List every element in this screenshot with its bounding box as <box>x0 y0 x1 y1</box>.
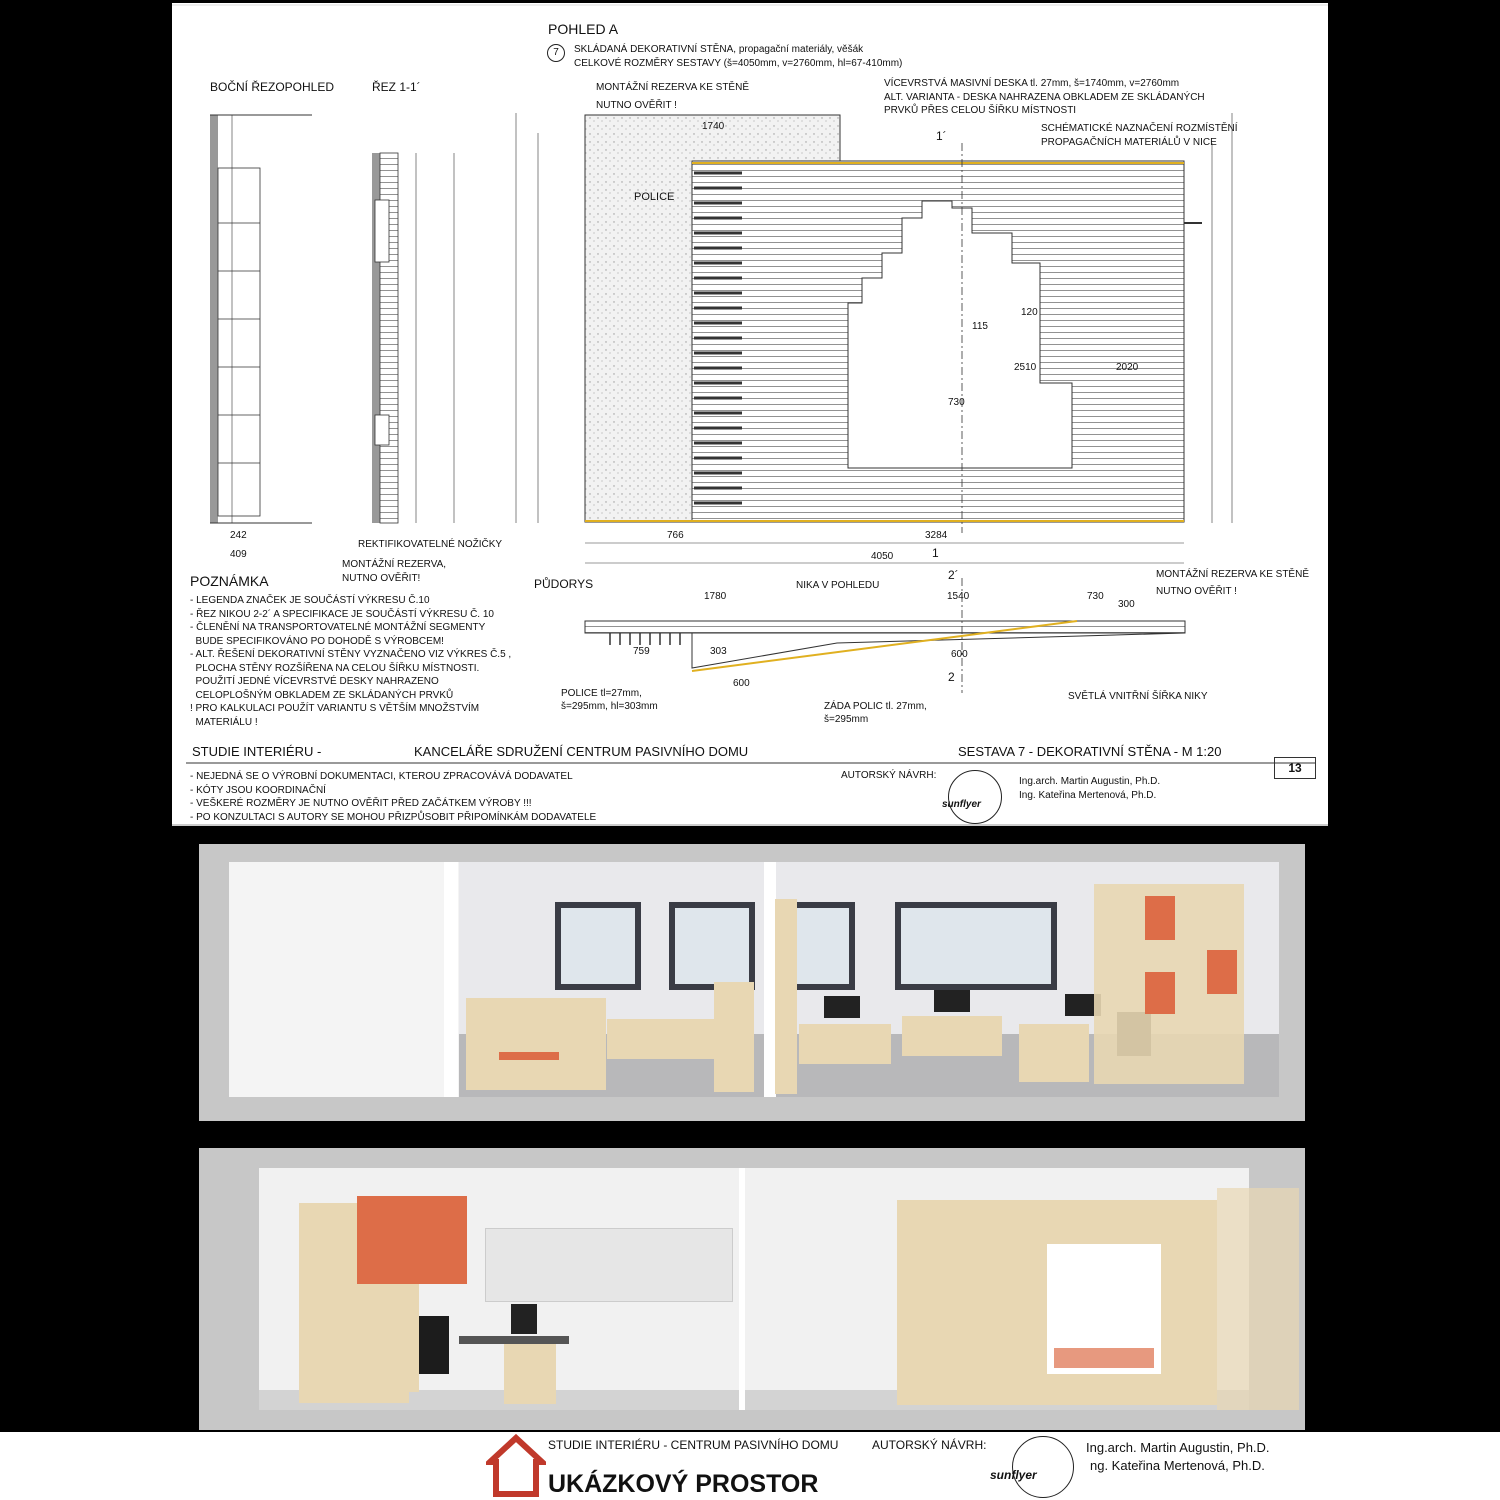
title-middle: KANCELÁŘE SDRUŽENÍ CENTRUM PASIVNÍHO DOMU <box>414 744 749 759</box>
dim-560: 120 <box>1021 307 1038 318</box>
note-alt-2: PRVKŮ PŘES CELOU ŠÍŘKU MÍSTNOSTI <box>884 105 1077 116</box>
page-footer <box>0 1432 1500 1500</box>
footer-author-label: AUTORSKÝ NÁVRH: <box>872 1438 987 1452</box>
dim-3284: 3284 <box>925 530 948 541</box>
section-mark-2prime: 2´ <box>948 568 959 582</box>
author-2: Ing. Kateřina Mertenová, Ph.D. <box>1019 790 1157 801</box>
desk-top <box>459 1336 569 1344</box>
note-reserve: MONTÁŽNÍ REZERVA KE STĚNĚ <box>596 82 749 93</box>
side-section-title: BOČNÍ ŘEZOPOHLED <box>210 80 335 94</box>
note-schematic-2: PROPAGAČNÍCH MATERIÁLŮ V NICE <box>1041 137 1217 148</box>
dim-303: 303 <box>710 646 727 657</box>
note-item: - ŘEZ NIKOU 2-2´ A SPECIFIKACE JE SOUČÁSTÍ VÝKRESU Č. 10 <box>190 608 494 620</box>
author-1: Ing.arch. Martin Augustin, Ph.D. <box>1019 776 1161 787</box>
dim-1100: 730 <box>948 397 965 408</box>
disclaimer-item: - PO KONZULTACI S AUTORY SE MOHOU PŘIZPŮSOBIT PŘIPOMÍNKÁM DODAVATELE <box>190 811 597 823</box>
dim-759: 759 <box>633 646 650 657</box>
dim-660: 2510 <box>1014 362 1037 373</box>
plan-title: PŮDORYS <box>534 577 594 591</box>
plan-back-2: š=295mm <box>824 714 869 725</box>
plan-back-1: ZÁDA POLIC tl. 27mm, <box>824 701 927 712</box>
reception-desk <box>466 998 606 1090</box>
logo-text: sunflyer <box>942 799 981 810</box>
desk <box>607 1019 717 1059</box>
dim-730-plan: 730 <box>1087 591 1104 602</box>
note-alt-1: ALT. VARIANTA - DESKA NAHRAZENA OBKLADEM ZE SKLÁDANÝCH <box>884 92 1205 103</box>
author-label: AUTORSKÝ NÁVRH: <box>841 770 937 781</box>
whiteboard <box>485 1228 733 1302</box>
page-number: 13 <box>1274 757 1316 779</box>
note-verify-2: NUTNO OVĚŘIT! <box>342 573 421 584</box>
item-callout: 7 <box>547 44 565 62</box>
note-item: - ALT. ŘEŠENÍ DEKORATIVNÍ STĚNY VYZNAČENO VIZ VÝKRES Č.5 , <box>190 649 512 660</box>
disclaimer-item: - NEJEDNÁ SE O VÝROBNÍ DOKUMENTACI, KTEROU ZPRACOVÁVÁ DODAVATEL <box>190 771 573 782</box>
footer-study: STUDIE INTERIÉRU - CENTRUM PASIVNÍHO DOMU <box>548 1438 839 1452</box>
desk <box>799 1024 891 1064</box>
drawing-sheet <box>172 3 1328 826</box>
window <box>555 902 641 990</box>
panel <box>714 982 754 1092</box>
note-item: CELOPLOŠNÝM OBKLADEM ZE SKLÁDANÝCH PRVKŮ <box>190 689 454 701</box>
plan-shelf-1: POLICE tl=27mm, <box>561 688 642 699</box>
note-item: BUDE SPECIFIKOVÁNO PO DOHODĚ S VÝROBCEM! <box>190 635 444 647</box>
disclaimer-item: - VEŠKERÉ ROZMĚRY JE NUTNO OVĚŘIT PŘED ZAČÁTKEM VÝROBY !!! <box>190 798 532 809</box>
column <box>775 899 797 1094</box>
note-reserve-2: MONTÁŽNÍ REZERVA, <box>342 559 447 570</box>
dim-1540: 1540 <box>947 591 970 602</box>
window <box>669 902 755 990</box>
dim-300: 300 <box>1118 599 1135 610</box>
monitor <box>511 1304 537 1334</box>
item-dimensions: CELKOVÉ ROZMĚRY SESTAVY (š=4050mm, v=2760mm, hl=67-410mm) <box>574 58 903 69</box>
disclaimer-list <box>190 770 596 824</box>
dim-766: 766 <box>667 530 684 541</box>
note-item: ! PRO KALKULACI POUŽÍT VARIANTU S VĚTŠÍM MNOŽSTVÍM <box>190 703 480 714</box>
label-police: POLICE <box>634 191 675 203</box>
notes-list <box>190 594 530 729</box>
title-left: STUDIE INTERIÉRU - <box>192 744 322 759</box>
plan-niche-width: SVĚTLÁ VNITŘNÍ ŠÍŘKA NIKY <box>1068 691 1208 702</box>
item-description: SKLÁDANÁ DEKORATIVNÍ STĚNA, propagační materiály, věšák <box>574 44 864 55</box>
hex-shelf <box>367 1284 419 1392</box>
dim-100: 115 <box>972 321 988 332</box>
note-item: MATERIÁLU ! <box>190 716 258 728</box>
sunflyer-logo-icon <box>1012 1436 1074 1498</box>
plan-reserve: MONTÁŽNÍ REZERVA KE STĚNĚ <box>1156 569 1309 580</box>
window <box>895 902 1057 990</box>
note-board: VÍCEVRSTVÁ MASIVNÍ DESKA tl. 27mm, š=1740mm, v=2760mm <box>884 78 1180 89</box>
title-right: SESTAVA 7 - DEKORATIVNÍ STĚNA - M 1:20 <box>958 744 1222 759</box>
view-title: POHLED A <box>548 21 619 37</box>
sunflyer-logo-icon <box>948 770 1002 824</box>
reception-accent <box>499 1052 559 1060</box>
section-mark-1prime: 1´ <box>936 129 947 143</box>
dim-4050: 4050 <box>871 551 894 562</box>
note-schematic-1: SCHÉMATICKÉ NAZNAČENÍ ROZMÍSTĚNÍ <box>1041 123 1238 134</box>
dim-409: 409 <box>230 549 247 560</box>
note-item: - ČLENĚNÍ NA TRANSPORTOVATELNÉ MONTÁŽNÍ SEGMENTY <box>190 622 486 633</box>
section-mark-2: 2 <box>948 670 955 684</box>
footer-logo-text: sunflyer <box>990 1468 1037 1482</box>
dim-242: 242 <box>230 530 247 541</box>
note-item: POUŽITÍ JEDNÉ VÍCEVRSTVÉ DESKY NAHRAZENO <box>190 676 439 687</box>
render-wall-elevation <box>199 1148 1305 1430</box>
note-item: PLOCHA STĚNY ROZŠÍŘENA NA CELOU ŠÍŘKU MÍSTNOSTI. <box>190 662 480 674</box>
dim-1780: 1780 <box>704 591 727 602</box>
window <box>789 902 855 990</box>
hex-orange-cabinet <box>357 1196 467 1284</box>
promo-materials <box>1054 1348 1154 1368</box>
desk <box>902 1016 1002 1056</box>
monitor <box>824 996 860 1018</box>
footer-brand: UKÁZKOVÝ PROSTOR <box>548 1470 819 1498</box>
hex-orange-panel <box>1145 896 1175 940</box>
section-mark-1: 1 <box>932 546 939 560</box>
wall-divider <box>444 862 458 1097</box>
desk-drawer <box>504 1344 556 1404</box>
note-item: - LEGENDA ZNAČEK JE SOUČÁSTÍ VÝKRESU Č.10 <box>190 595 430 606</box>
wall-divider <box>739 1168 745 1410</box>
monitor <box>934 990 970 1012</box>
plan-verify: NUTNO OVĚŘIT ! <box>1156 586 1237 597</box>
side-panel <box>1217 1188 1299 1410</box>
dim-730: 2020 <box>1116 362 1139 373</box>
desk <box>1019 1024 1089 1082</box>
notes-title: POZNÁMKA <box>190 573 269 589</box>
dim-600-a: 600 <box>733 678 750 689</box>
hex-orange-panel <box>1145 972 1175 1014</box>
note-feet: REKTIFIKOVATELNÉ NOŽIČKY <box>358 539 503 550</box>
note-verify: NUTNO OVĚŘIT ! <box>596 100 677 111</box>
plan-niche: NIKA V POHLEDU <box>796 580 880 591</box>
footer-author-2: ng. Kateřina Mertenová, Ph.D. <box>1090 1458 1265 1473</box>
office-chair <box>419 1316 449 1374</box>
disclaimer-item: - KÓTY JSOU KOORDINAČNÍ <box>190 784 326 796</box>
house-logo-icon <box>486 1432 546 1498</box>
hex-orange-panel <box>1207 950 1237 994</box>
dim-1740: 1740 <box>702 121 725 132</box>
dim-600-b: 600 <box>951 649 968 660</box>
plan-shelf-2: š=295mm, hl=303mm <box>561 701 658 712</box>
footer-author-1: Ing.arch. Martin Augustin, Ph.D. <box>1086 1440 1270 1455</box>
section-title: ŘEZ 1-1´ <box>372 80 421 94</box>
left-room <box>229 862 459 1097</box>
render-office-section <box>199 844 1305 1121</box>
